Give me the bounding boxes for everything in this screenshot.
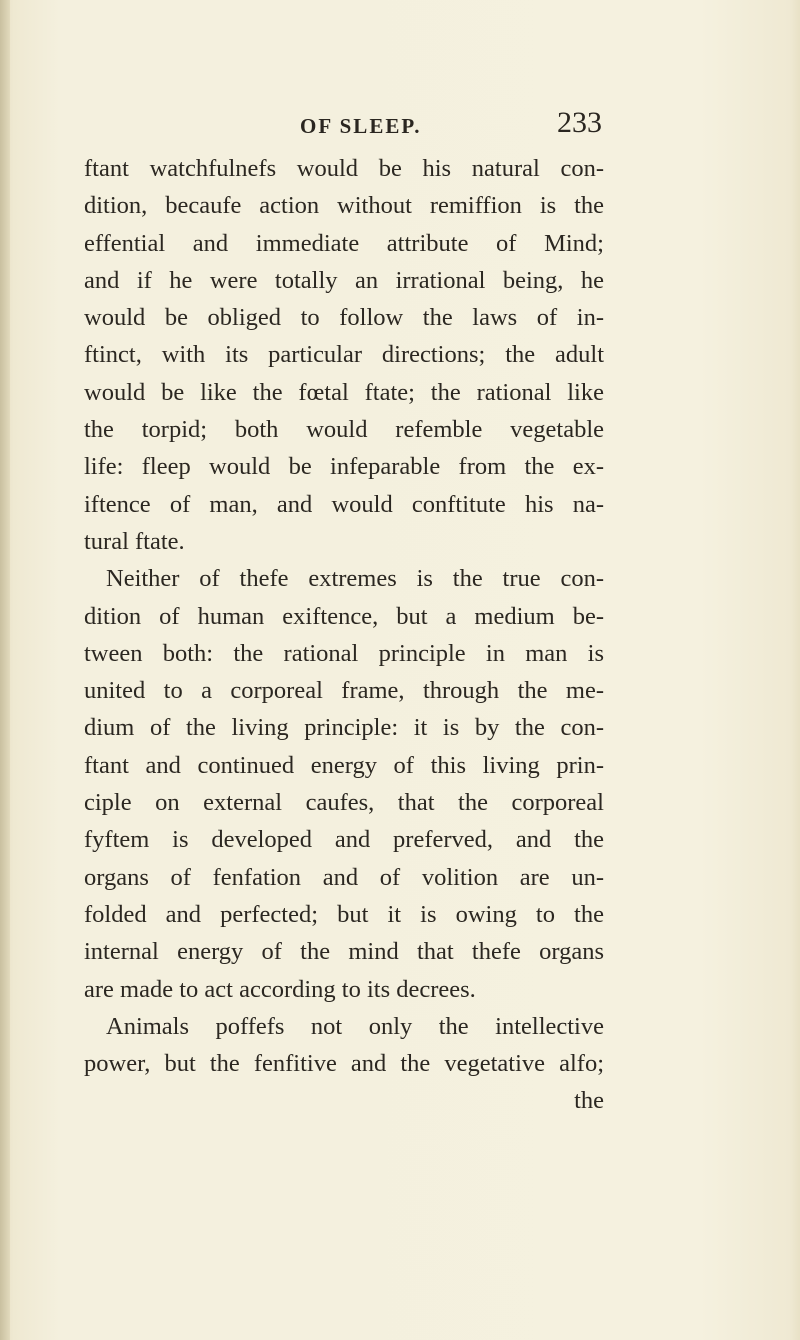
text-line: tural ftate. <box>84 527 185 555</box>
text-line: ftinct, with its particular directions; the adult <box>84 341 604 369</box>
text-line: the torpid; both would refemble vegetable <box>84 416 604 444</box>
catchword: the <box>574 1087 604 1115</box>
page-number: 233 <box>557 106 602 139</box>
text-line: fyftem is developed and preferved, and the <box>84 826 604 854</box>
body-text <box>84 150 604 1120</box>
text-line: ciple on external caufes, that the corporeal <box>84 789 604 817</box>
text-line: life: fleep would be infeparable from the ex- <box>84 453 604 481</box>
text-line: dium of the living principle: it is by the con- <box>84 714 604 742</box>
text-line: ftant watchfulnefs would be his natural con- <box>84 155 604 182</box>
text-line: united to a corporeal frame, through the me- <box>84 677 604 705</box>
text-line: power, but the fenfitive and the vegetative alfo; <box>84 1050 604 1078</box>
text-line: dition, becaufe action without remiffion is the <box>84 192 604 220</box>
paragraph-start-line: Animals poffefs not only the intellective <box>106 1012 604 1040</box>
text-line: dition of human exiftence, but a medium be- <box>84 602 604 630</box>
text-line: organs of fenfation and of volition are un- <box>84 863 604 891</box>
text-line: would be like the fœtal ftate; the rational like <box>84 378 604 406</box>
text-line: internal energy of the mind that thefe organs <box>84 938 604 966</box>
paragraph-start-line: Neither of thefe extremes is the true con- <box>106 565 604 593</box>
text-line: and if he were totally an irrational being, he <box>84 266 604 294</box>
text-line: iftence of man, and would conftitute his na- <box>84 490 604 518</box>
text-line: effential and immediate attribute of Mind; <box>84 229 604 257</box>
text-line: ftant and continued energy of this living prin- <box>84 751 604 779</box>
running-head <box>0 102 800 142</box>
text-line: are made to act according to its decrees. <box>84 975 476 1003</box>
binding-edge <box>0 0 10 1340</box>
running-head-title: OF SLEEP. <box>300 114 422 138</box>
text-line: would be obliged to follow the laws of in- <box>84 304 604 332</box>
text-line: folded and perfected; but it is owing to the <box>84 900 604 928</box>
text-line: tween both: the rational principle in man is <box>84 639 604 667</box>
